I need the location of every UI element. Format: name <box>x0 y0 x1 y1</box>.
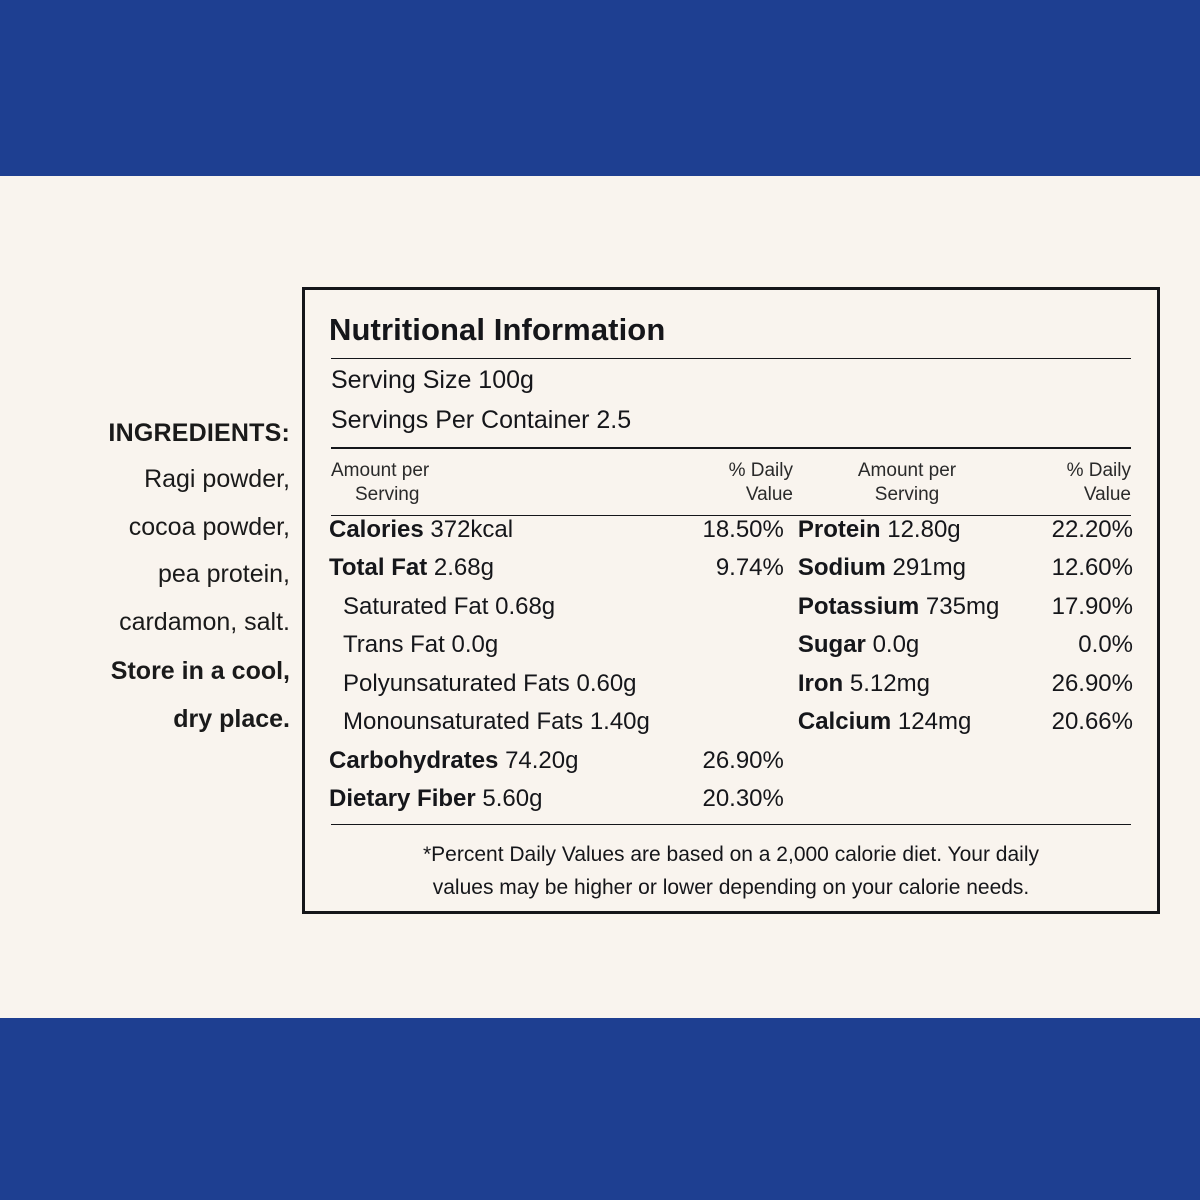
nutrient-name-value <box>798 554 1019 582</box>
nutrient-value: 2.68g <box>433 554 494 581</box>
nutrient-name-value <box>329 747 656 775</box>
nutrient-name-value <box>329 631 656 659</box>
nutrient-row <box>329 747 784 786</box>
storage-line: dry place. <box>173 704 290 733</box>
nutrient-name: Carbohydrates <box>329 746 499 774</box>
nutrient-name: Total Fat <box>329 554 428 581</box>
header-daily-value-right <box>1021 459 1131 507</box>
nutrient-daily-value: 9.74% <box>715 554 784 581</box>
nutrient-name: Iron <box>797 669 844 697</box>
nutrient-name-value <box>329 670 656 698</box>
nutrient-name-value <box>798 593 1019 621</box>
header-amount-per-serving-left <box>329 459 661 507</box>
nutrient-daily-value: 18.50% <box>702 515 784 543</box>
top-color-band <box>0 0 1200 176</box>
nutrient-name-value <box>329 708 656 736</box>
nutrient-name: Dietary Fiber <box>329 785 476 812</box>
ingredients-list <box>18 456 290 646</box>
ingredients-block <box>18 418 290 743</box>
header-line: Value <box>745 483 793 505</box>
ingredients-line: Ragi powder, <box>144 465 290 494</box>
nutrient-value: 735mg <box>925 592 1000 620</box>
nutrient-column-right <box>784 516 1133 824</box>
nutrient-row <box>329 708 784 747</box>
nutrient-value: 372kcal <box>430 515 514 543</box>
nutrient-value: 74.20g <box>505 746 579 774</box>
storage-line: Store in a cool, <box>110 657 290 686</box>
ingredients-line: cardamon, salt. <box>119 607 290 636</box>
nutrient-name-value <box>329 785 656 813</box>
nutrient-row <box>798 708 1133 747</box>
nutrient-name-value <box>798 670 1019 698</box>
nutrient-name-value <box>329 554 656 582</box>
nutrient-name-value <box>329 593 656 621</box>
servings-per-container: Servings Per Container 2.5 <box>331 406 632 434</box>
serving-size: Serving Size 100g <box>331 366 534 394</box>
header-line: Value <box>1083 483 1131 505</box>
nutrient-row <box>798 593 1133 632</box>
nutrient-name: Sugar <box>797 631 866 658</box>
nutrient-name: Potassium <box>797 592 920 620</box>
nutrient-daily-value: 12.60% <box>1051 554 1133 581</box>
ingredients-line: cocoa powder, <box>128 512 290 541</box>
nutrient-value: 124mg <box>897 708 972 735</box>
nutrient-row <box>329 593 784 632</box>
nutrient-daily-value: 20.30% <box>702 785 784 812</box>
header-line: % Daily <box>728 460 793 481</box>
nutrient-name-value <box>798 516 1019 544</box>
header-line: Serving <box>355 483 420 505</box>
nutrition-panel <box>302 287 1160 914</box>
daily-value-footnote <box>329 825 1133 905</box>
nutrient-row <box>329 631 784 670</box>
nutrient-value: 1.40g <box>589 708 650 735</box>
nutrition-panel-title: Nutritional Information <box>329 312 666 347</box>
header-daily-value-left <box>661 459 793 507</box>
nutrient-value: 0.0g <box>872 631 920 658</box>
nutrient-row <box>798 631 1133 670</box>
nutrient-row <box>798 516 1133 555</box>
footnote-line: *Percent Daily Values are based on a 2,000 calorie diet. Your daily <box>422 842 1039 866</box>
nutrient-value: 291mg <box>892 554 966 581</box>
nutrient-name-value <box>329 516 656 544</box>
nutrient-name: Polyunsaturated Fats <box>343 669 570 697</box>
nutrient-value: 0.0g <box>451 631 499 658</box>
storage-instructions <box>18 648 290 743</box>
ingredients-line: pea protein, <box>157 560 290 589</box>
nutrient-daily-value: 0.0% <box>1078 631 1133 658</box>
nutrient-daily-value: 26.90% <box>702 746 784 774</box>
nutrient-value: 12.80g <box>887 515 961 543</box>
nutrient-daily-value: 17.90% <box>1051 592 1133 620</box>
serving-info <box>329 359 1133 447</box>
nutrient-value: 0.60g <box>576 669 637 697</box>
nutrient-name-value <box>798 708 1019 736</box>
column-headers <box>329 449 1133 515</box>
header-line: Amount per <box>331 460 430 481</box>
footnote-line: values may be higher or lower depending on your calorie needs. <box>432 876 1030 900</box>
nutrient-row <box>798 670 1133 709</box>
nutrient-name: Saturated Fat <box>343 592 489 620</box>
nutrient-daily-value: 26.90% <box>1051 669 1133 697</box>
ingredients-title: INGREDIENTS: <box>108 419 290 447</box>
nutrient-daily-value: 22.20% <box>1051 515 1133 543</box>
nutrient-column-left <box>329 516 784 824</box>
nutrient-name-value <box>798 631 1019 659</box>
nutrient-name: Calories <box>329 515 424 543</box>
nutrient-row <box>329 785 784 824</box>
nutrient-value: 5.60g <box>482 785 543 812</box>
nutrient-name: Calcium <box>797 708 892 735</box>
header-line: Serving <box>874 483 940 505</box>
nutrient-value: 0.68g <box>495 592 556 620</box>
nutrient-row <box>329 670 784 709</box>
header-line: % Daily <box>1066 460 1131 481</box>
header-line: Amount per <box>857 460 957 481</box>
nutrient-value: 5.12mg <box>849 669 930 697</box>
nutrient-name: Protein <box>797 515 881 543</box>
bottom-color-band <box>0 1018 1200 1200</box>
nutrient-name: Trans Fat <box>343 631 445 658</box>
nutrient-name: Monounsaturated Fats <box>343 708 584 735</box>
nutrient-rows <box>329 516 1133 824</box>
header-amount-per-serving-right <box>793 459 1021 507</box>
nutrient-row <box>329 516 784 555</box>
nutrient-row <box>329 554 784 593</box>
nutrient-daily-value: 20.66% <box>1051 708 1133 735</box>
nutrient-row <box>798 554 1133 593</box>
nutrient-name: Sodium <box>797 554 886 581</box>
